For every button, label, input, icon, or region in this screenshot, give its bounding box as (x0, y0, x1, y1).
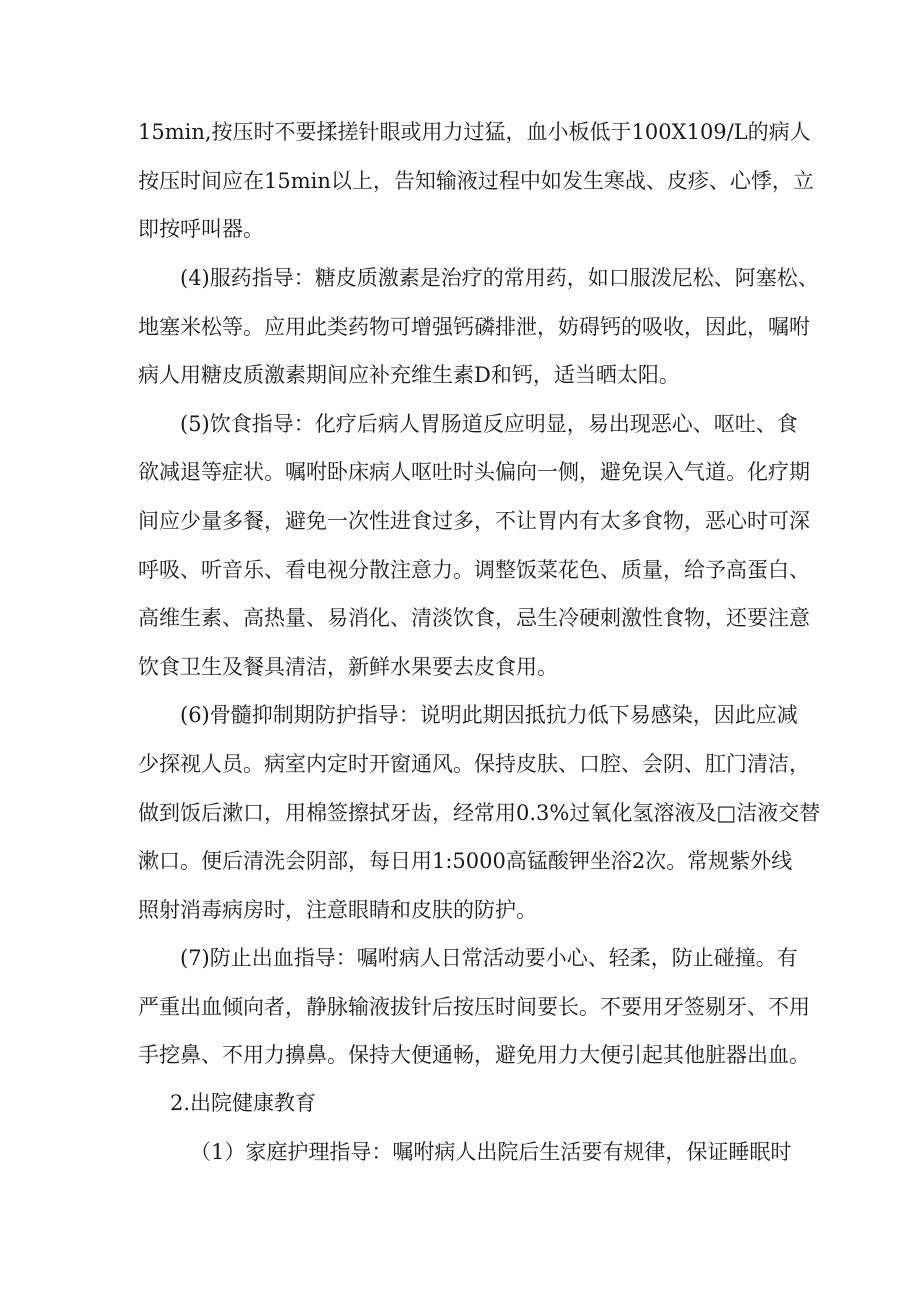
text-line: 按压时间应在15min以上，告知输液过程中如发生寒战、皮疹、心悸，立 (138, 169, 814, 193)
text-line: 手挖鼻、不用力擤鼻。保持大便通畅，避免用力大便引起其他脏器出血。 (138, 1043, 810, 1067)
text-line: 高维生素、高热量、易消化、清淡饮食，忌生冷硬刺激性食物，还要注意 (138, 606, 810, 630)
text-line: (6)骨髓抑制期防护指导：说明此期因抵抗力低下易感染，因此应减 (180, 703, 798, 727)
text-line: (5)饮食指导：化疗后病人胃肠道反应明显，易出现恶心、呕吐、食 (180, 412, 798, 436)
text-line: 照射消毒病房时，注意眼睛和皮肤的防护。 (138, 898, 537, 922)
text-line: 地塞米松等。应用此类药物可增强钙磷排泄，妨碍钙的吸收，因此，嘱咐 (138, 315, 810, 339)
text-line: 严重出血倾向者，静脉输液拔针后按压时间要长。不要用牙签剔牙、不用 (138, 995, 810, 1019)
text-line: （1）家庭护理指导：嘱咐病人出院后生活要有规律，保证睡眠时 (190, 1140, 792, 1164)
text-line: 病人用糖皮质激素期间应补充维生素D和钙，适当晒太阳。 (138, 363, 680, 387)
text-line: (7)防止出血指导：嘱咐病人日常活动要小心、轻柔，防止碰撞。有 (180, 946, 798, 970)
text-line: 欲减退等症状。嘱咐卧床病人呕吐时头偏向一侧，避免误入气道。化疗期 (138, 460, 810, 484)
text-line: (4)服药指导：糖皮质激素是治疗的常用药，如口服泼尼松、阿塞松、 (180, 266, 819, 290)
text-line: 间应少量多餐，避免一次性进食过多，不让胃内有太多食物，恶心时可深 (138, 509, 810, 533)
text-line: 做到饭后漱口，用棉签擦拭牙齿，经常用0.3%过氧化氢溶液及□洁液交替 (138, 801, 821, 825)
text-line: 即按呼叫器。 (138, 217, 264, 241)
section-heading: 2.出院健康教育 (170, 1091, 317, 1115)
text-line: 少探视人员。病室内定时开窗通风。保持皮肤、口腔、会阴、肛门清洁， (138, 752, 810, 776)
text-line: 呼吸、听音乐、看电视分散注意力。调整饭菜花色、质量，给予高蛋白、 (138, 558, 810, 582)
text-line: 饮食卫生及餐具清洁，新鲜水果要去皮食用。 (138, 655, 558, 679)
text-line: 15min,按压时不要揉搓针眼或用力过猛，血小板低于100X109/L的病人 (138, 120, 811, 144)
text-line: 漱口。便后清洗会阴部，每日用1:5000高锰酸钾坐浴2次。常规紫外线 (138, 849, 793, 873)
